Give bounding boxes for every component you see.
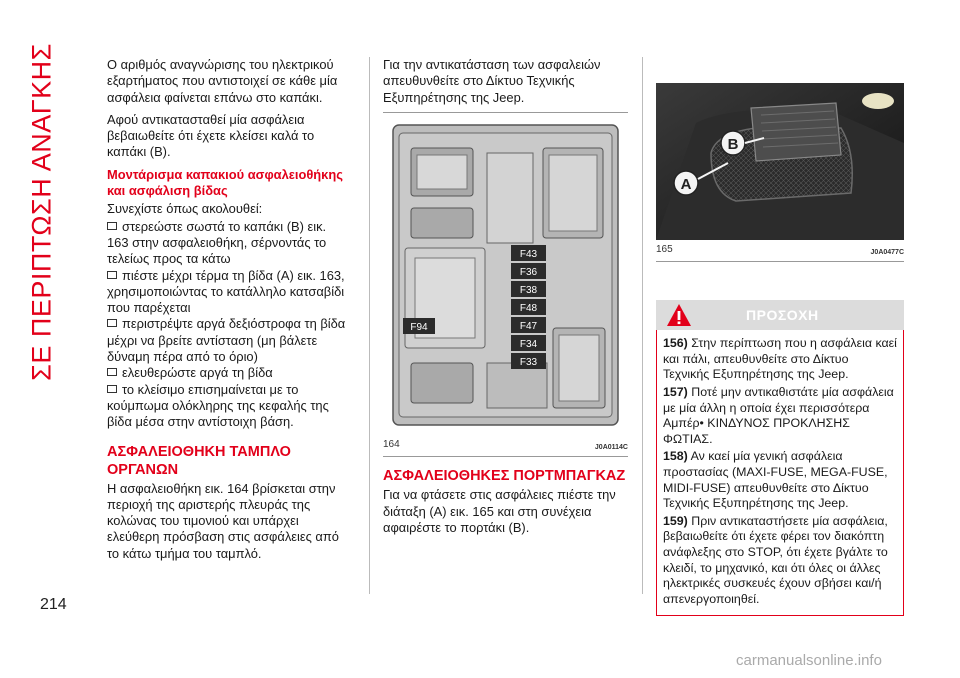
sidebar [0,0,88,678]
callout-a: A [680,176,692,193]
list-item: το κλείσιμο επισημαίνεται με το κούμπωμα ολόκληρης της κεφαλής της βίδα μέσα στην αντίστοιχη βάση. [107,381,329,430]
sub-heading-cover-mounting: Μοντάρισμα καπακιού ασφαλειοθήκης και ασφάλιση βίδας [107,166,343,199]
bullet-box-icon [107,319,117,327]
column-divider [642,57,643,594]
bullet-box-icon [107,368,117,376]
trunk-photo [656,83,904,240]
fuse-label: F43 [519,248,538,260]
list-item: περιστρέψτε αργά δεξιόστροφα τη βίδα μέχρι να βρείτε αντίσταση (μη βάλετε δύναμη πέρα από το όριο) [107,316,346,365]
column-divider [369,57,370,594]
warning-number: 157) [663,385,688,400]
paragraph-fuse-id: Ο αριθμός αναγνώρισης του ηλεκτρικού εξαρτήματος που αντιστοιχεί σε κάθε μία ασφάλεια φαίνεται επάνω στο καπάκι. [107,57,338,105]
figure-caption [656,240,904,261]
warning-number: 158) [663,449,688,464]
column-1 [107,57,350,568]
fuse-label: F48 [519,302,538,314]
warning-item: 159) Πριν αντικαταστήσετε μία ασφάλεια, βεβαιωθείτε ότι έχετε φέρει τον διακόπτη ανάφλεξης στο STOP, ότι έχετε βγάλτε το κλειδί, το μηχανικό, και ότι όλες οι άλλες ηλεκτρικές συσκευές έχουν σβήσει και/ή απενεργοποιηθεί. [663,513,888,606]
trunk-illustration [656,83,904,240]
paragraph-replace-fuses: Για την αντικατάσταση των ασφαλειών απευθυνθείτε στο Δίκτυο Τεχνικής Εξυπηρέτησης της Jeep. [383,57,601,105]
watermark: carmanualsonline.info [736,652,882,669]
figure-code: J0A0477C [870,249,904,256]
bullet-box-icon [107,385,117,393]
bullet-box-icon [107,222,117,230]
warning-body [656,330,904,616]
figure-164 [383,112,628,458]
figure-caption [383,435,628,456]
warning-item: 157) Ποτέ μην αντικαθιστάτε μία ασφάλεια με μία άλλη η οποία έχει περισσότερα Αμπέρ• ΚΙΝΔΥΝΟΣ ΠΡΟΚΛΗΣΗΣ ΦΩΤΙΑΣ. [663,385,894,446]
warning-item: 156) Στην περίπτωση που η ασφάλεια καεί και πάλι, απευθυνθείτε στο Δίκτυο Τεχνικής Εξυπηρέτησης της Jeep. [663,336,897,382]
callout-b: B [727,136,739,153]
paragraph-trunk-fuseboxes: Για να φτάσετε στις ασφάλειες πιέστε την διάταξη (A) εικ. 165 και στη συνέχεια αφαιρέστε το πορτάκι (B). [383,487,616,536]
warning-triangle-icon [666,303,692,327]
figure-number: 164 [383,439,400,451]
chapter-title: ΣΕ ΠΕΡΙΠΤΩΣΗ ΑΝΑΓΚΗΣ [26,43,57,381]
section-heading-trunk-fuseboxes: ΑΣΦΑΛΕΙΟΘΗΚΕΣ ΠΟΡΤΜΠΑΓΚΑΖ [383,468,626,485]
warning-number: 156) [663,336,688,351]
section-heading-dashboard-fusebox: ΑΣΦΑΛΕΙΟΘΗΚΗ ΤΑΜΠΛΟ ΟΡΓΑΝΩΝ [107,443,291,478]
fuse-label: F33 [519,356,538,368]
list-item: στερεώστε σωστά το καπάκι (B) εικ. 163 στην ασφαλειοθήκη, σέρνοντάς το τελείως προς τα κάτω [107,218,327,267]
figure-code: J0A0114C [594,444,628,452]
column-3 [656,57,904,616]
fuse-label: F47 [519,320,538,332]
fuse-label: F36 [519,266,538,278]
steps-list [107,219,350,431]
warning-title: ΠΡΟΣΟΧΗ [746,307,819,324]
figure-number: 165 [656,244,673,255]
column-2 [383,57,628,542]
bullet-box-icon [107,271,117,279]
warning-number: 159) [663,513,688,528]
warning-header [656,300,904,330]
list-item: ελευθερώστε αργά τη βίδα [107,365,350,381]
figure-165 [656,83,904,262]
paragraph-close-cover: Αφού αντικατασταθεί μία ασφάλεια βεβαιωθείτε ότι έχετε κλείσει καλά το καπάκι (B). [107,111,315,160]
fuse-label: F34 [519,338,538,350]
list-item: πιέστε μέχρι τέρμα τη βίδα (A) εικ. 163, χρησιμοποιώντας το κατάλληλο κατσαβίδι που παρέχεται [107,267,345,316]
fuse-label-main: F94 [410,321,428,333]
paragraph-dashboard-fusebox: Η ασφαλειοθήκη εικ. 164 βρίσκεται στην περιοχή της αριστερής πλευράς της κολώνας του τιμονιού και υπάρχει ελεύθερη πρόσβαση στις ασφάλειες από το κάτω τμήμα του ταμπλό. [107,480,339,561]
steps-intro: Συνεχίστε όπως ακολουθεί: [107,201,263,217]
page-number: 214 [40,596,67,613]
fuse-label: F38 [519,284,538,296]
fusebox-diagram [383,113,628,431]
warning-item: 158) Αν καεί μία γενική ασφάλεια προστασίας (MAXI-FUSE, MEGA-FUSE, MIDI-FUSE) απευθυνθείτε στο Δίκτυο Τεχνικής Εξυπηρέτησης της Jeep. [663,449,888,511]
